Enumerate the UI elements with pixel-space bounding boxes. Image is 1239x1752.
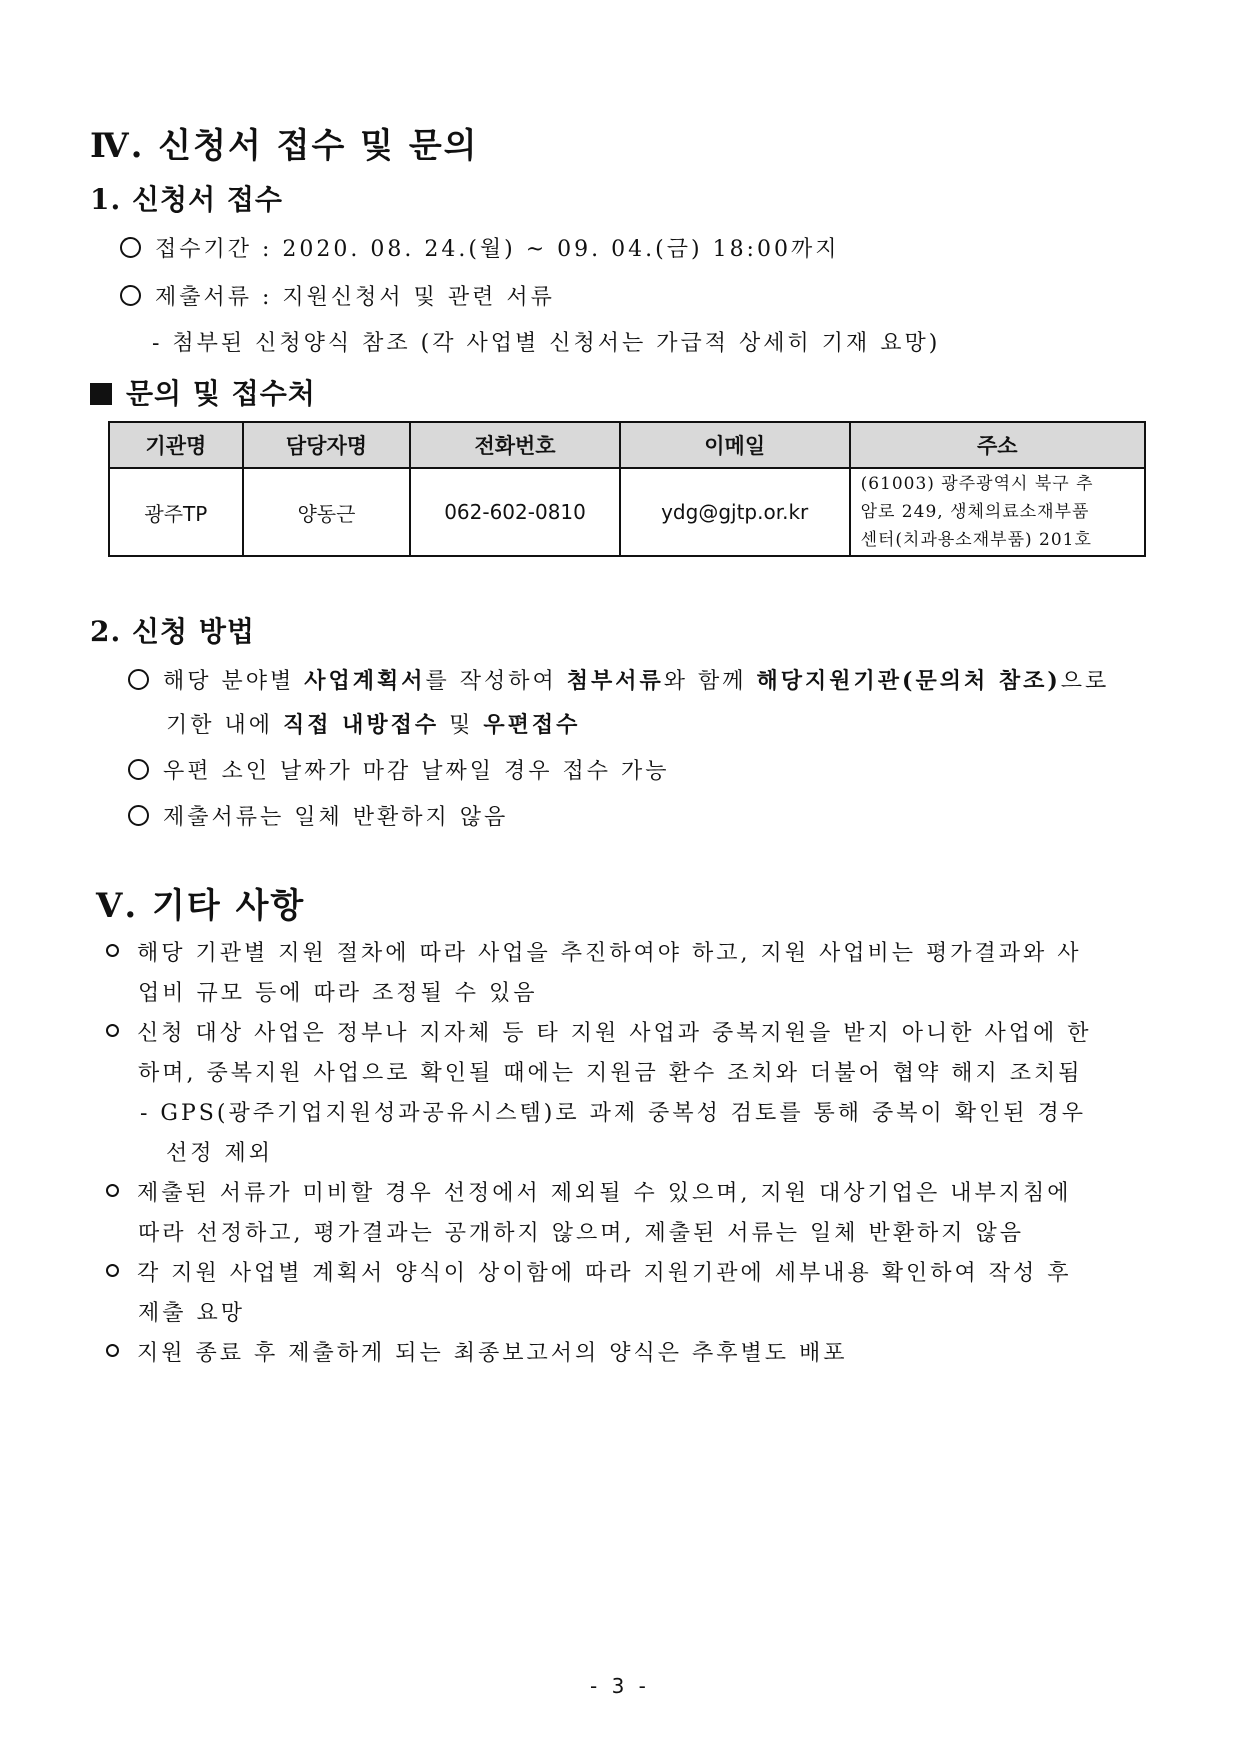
list-item [106,936,1082,967]
method-text: 기한 내에 [166,713,283,738]
list-item-text: 각 지원 사업별 계획서 양식이 상이함에 따라 지원기관에 세부내용 확인하여 작성 후 [137,1261,1072,1286]
contact-table-header-row [109,422,1145,468]
contact-heading-text: 문의 및 접수처 [126,377,316,410]
table-row [109,468,1145,556]
list-item-text: 제출된 서류가 미비할 경우 선정에서 제외될 수 있으며, 지원 대상기업은 내부지침에 [137,1181,1072,1206]
method-text: 및 [439,713,484,738]
method-text: 으로 [1060,669,1110,694]
square-bullet-icon [90,383,112,405]
receipt-period [120,232,839,263]
list-item-continuation: 업비 규모 등에 따라 조정될 수 있음 [138,981,538,1006]
postmark-note-text: 우편 소인 날짜가 마감 날짜일 경우 접수 가능 [163,759,670,784]
method-line-1 [128,664,1109,695]
sub-section-1-title: 1. 신청서 접수 [90,183,283,216]
method-bold-text: 우편접수 [483,712,581,738]
header-email: 이메일 [620,422,850,468]
header-phone: 전화번호 [410,422,620,468]
small-circle-bullet-icon [106,1184,119,1197]
cell-person: 양동근 [243,468,411,556]
section-4-title: Ⅳ. 신청서 접수 및 문의 [90,126,479,166]
list-item-text: 해당 기관별 지원 절차에 따라 사업을 추진하여야 하고, 지원 사업비는 평가결과와 사 [137,941,1082,966]
small-circle-bullet-icon [106,1264,119,1277]
small-circle-bullet-icon [106,944,119,957]
section-5-title: Ⅴ. 기타 사항 [96,886,306,926]
method-bold-text: 직접 내방접수 [283,712,440,738]
sub-section-2-title: 2. 신청 방법 [90,615,255,648]
list-item [106,1016,1091,1047]
page-number: - 3 - [590,1674,650,1698]
header-person: 담당자명 [243,422,411,468]
header-address: 주소 [850,422,1145,468]
submission-documents [120,280,555,311]
circle-bullet-icon [128,759,149,780]
list-item [106,1336,848,1367]
gps-note: - GPS(광주기업지원성과공유시스템)로 과제 중복성 검토를 통해 중복이 확인된 경우 [140,1101,1087,1126]
list-item-continuation: 제출 요망 [138,1301,246,1326]
circle-bullet-icon [120,237,141,258]
cell-address [850,468,1145,556]
contact-heading [90,372,316,412]
small-circle-bullet-icon [106,1344,119,1357]
cell-org: 광주TP [109,468,243,556]
receipt-period-text: 접수기간 : 2020. 08. 24.(월) ~ 09. 04.(금) 18:00까지 [155,237,840,262]
address-line: (61003) 광주광역시 북구 추 [860,474,1094,494]
list-item [106,1176,1072,1207]
method-bold-text: 사업계획서 [304,668,426,694]
postmark-note [128,754,670,785]
documents-note: - 첨부된 신청양식 참조 (각 사업별 신청서는 가급적 상세히 기재 요망) [152,331,941,356]
circle-bullet-icon [120,285,141,306]
no-return-note-text: 제출서류는 일체 반환하지 않음 [163,805,509,830]
list-item-text: 신청 대상 사업은 정부나 지자체 등 타 지원 사업과 중복지원을 받지 아니한 사업에 한 [137,1021,1092,1046]
circle-bullet-icon [128,805,149,826]
submission-documents-text: 제출서류 : 지원신청서 및 관련 서류 [155,285,555,310]
method-line-2 [166,708,580,739]
cell-phone: 062-602-0810 [410,468,620,556]
method-text: 해당 분야별 [163,669,305,694]
method-bold-text: 해당지원기관(문의처 참조) [756,668,1061,694]
method-bold-text: 첨부서류 [566,668,664,694]
header-org: 기관명 [109,422,243,468]
method-text: 와 함께 [663,669,757,694]
contact-table [108,421,1146,557]
address-line: 센터(치과용소재부품) 201호 [860,530,1092,550]
list-item-text: 지원 종료 후 제출하게 되는 최종보고서의 양식은 추후별도 배포 [137,1341,848,1366]
no-return-note [128,800,508,831]
list-item [106,1256,1072,1287]
gps-note-continuation: 선정 제외 [166,1141,274,1166]
address-line: 암로 249, 생체의료소재부품 [860,502,1090,522]
list-item-continuation: 하며, 중복지원 사업으로 확인될 때에는 지원금 환수 조치와 더불어 협약 해지 조치됨 [138,1061,1083,1086]
cell-email: ydg@gjtp.or.kr [620,468,850,556]
list-item-continuation: 따라 선정하고, 평가결과는 공개하지 않으며, 제출된 서류는 일체 반환하지 않음 [138,1221,1024,1246]
small-circle-bullet-icon [106,1024,119,1037]
method-text: 를 작성하여 [425,669,567,694]
circle-bullet-icon [128,669,149,690]
